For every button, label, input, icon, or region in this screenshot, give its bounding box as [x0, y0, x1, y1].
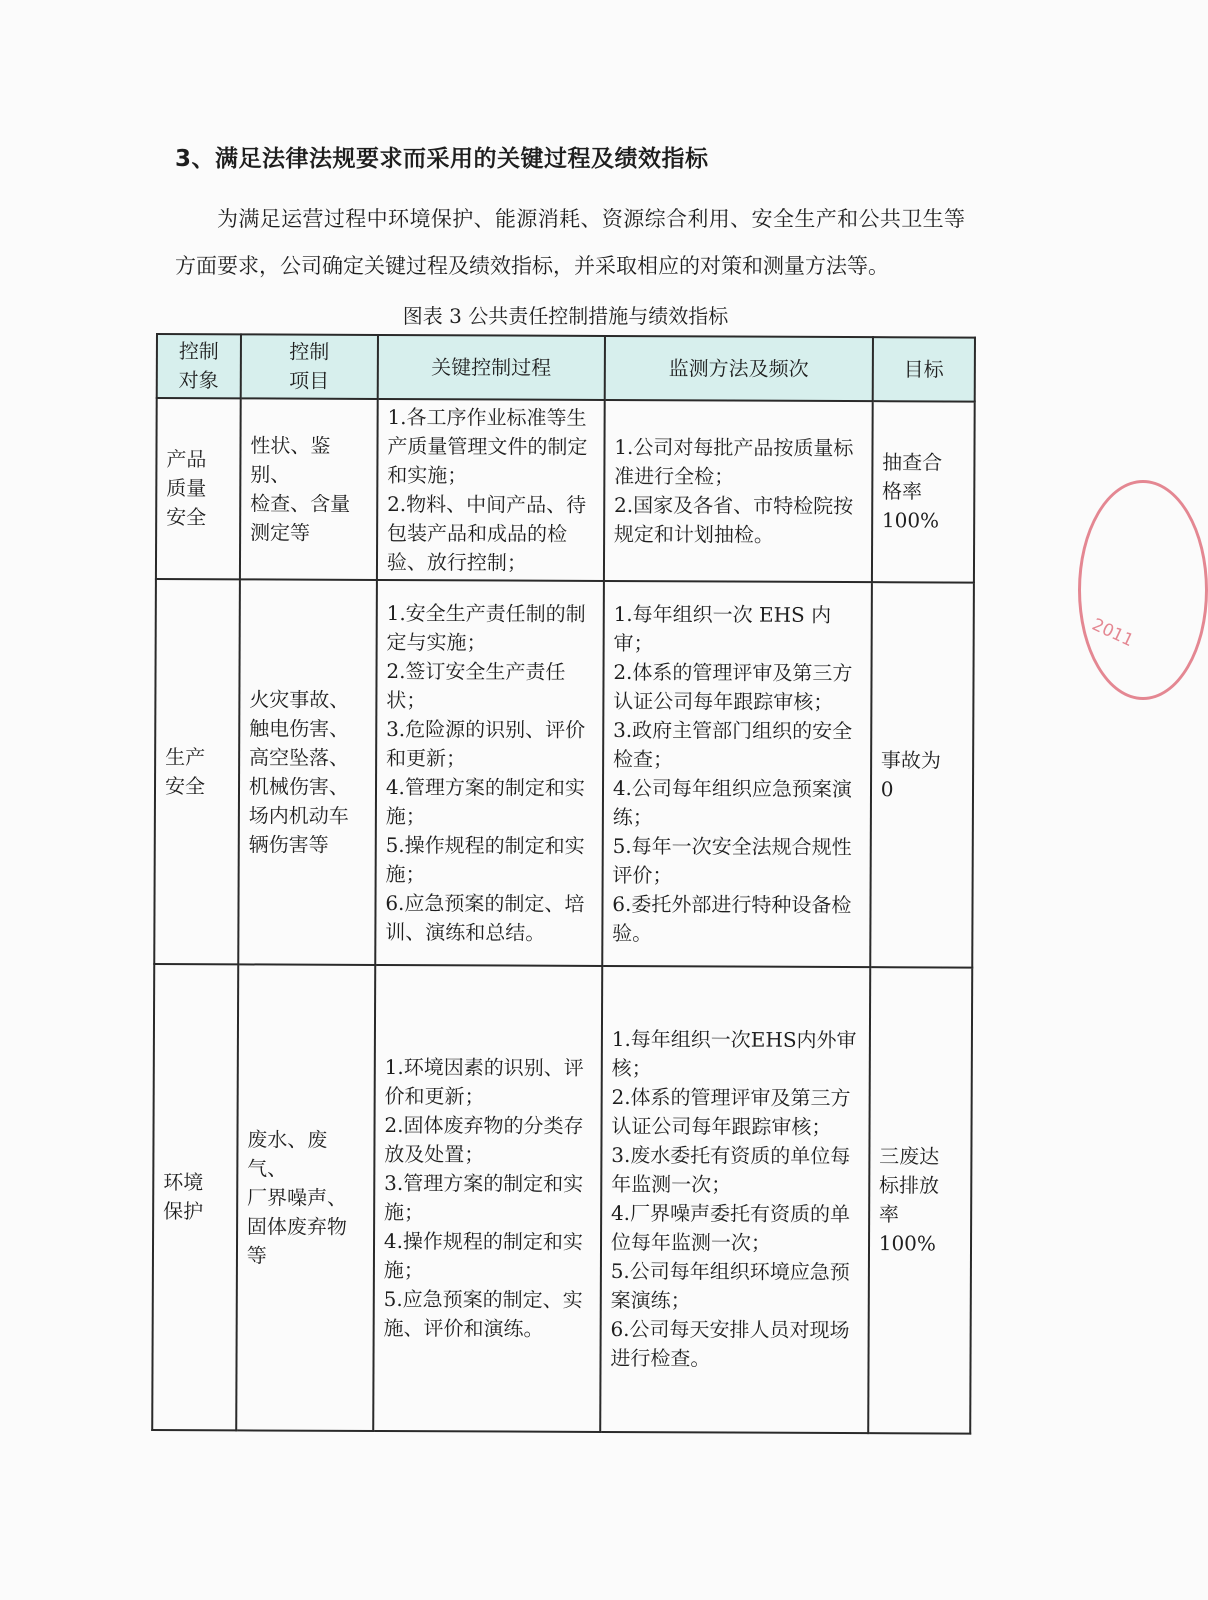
- responsibility-table: [151, 333, 976, 1435]
- process-step: 1.各工序作业标准等生产质量管理文件的制定和实施；: [387, 404, 588, 488]
- process-step: 1.环境因素的识别、评价和更新；: [384, 1055, 584, 1109]
- intro-paragraph: 为满足运营过程中环境保护、能源消耗、资源综合利用、安全生产和公共卫生等方面要求，公司确定关键过程及绩效指标，并采取相应的对策和测量方法等。: [175, 207, 965, 278]
- header-target: 目标: [872, 337, 975, 401]
- monitoring-step: 1.每年组织一次 EHS 内审；: [613, 601, 832, 656]
- monitoring-step: 2.体系的管理评审及第三方认证公司每年跟踪审核；: [613, 659, 853, 714]
- cell-monitoring: [600, 966, 870, 1433]
- process-step: 4.操作规程的制定和实施；: [383, 1229, 584, 1283]
- cell-key-process: [375, 580, 604, 966]
- cell-monitoring: [604, 400, 873, 583]
- table-row: [152, 964, 972, 1433]
- cell-control-items: 废水、废气、 厂界噪声、 固体废弃物 等: [236, 965, 375, 1431]
- stamp-text: 2011: [1088, 614, 1137, 652]
- monitoring-step: 5.每年一次安全法规合规性评价；: [612, 833, 852, 888]
- header-key-process: 关键控制过程: [378, 335, 605, 400]
- table-header-row: [157, 334, 975, 402]
- monitoring-step: 5.公司每年组织环境应急预案演练；: [610, 1259, 850, 1313]
- cell-control-object: 环境 保护: [152, 964, 238, 1430]
- table-row: [156, 398, 975, 583]
- process-step: 4.管理方案的制定和实施；: [385, 774, 586, 829]
- monitoring-step: 6.公司每天安排人员对现场进行检查。: [610, 1317, 850, 1371]
- header-control-items: 控制 项目: [241, 334, 378, 399]
- cell-control-object: 生产 安全: [154, 579, 240, 964]
- monitoring-step: 2.体系的管理评审及第三方认证公司每年跟踪审核；: [611, 1085, 851, 1140]
- cell-target: 抽查合 格率 100%: [872, 401, 975, 583]
- process-step: 3.危险源的识别、评价和更新；: [385, 716, 586, 771]
- table-row: [154, 579, 974, 968]
- cell-key-process: [373, 965, 602, 1432]
- header-control-object: 控制 对象: [157, 334, 241, 398]
- process-step: 2.物料、中间产品、待包装产品和成品的检验、放行控制；: [386, 491, 587, 575]
- process-step: 2.签订安全生产责任状；: [386, 658, 566, 713]
- process-step: 3.管理方案的制定和实施；: [383, 1171, 584, 1225]
- monitoring-step: 1.每年组织一次EHS内外审核；: [611, 1027, 857, 1081]
- cell-control-object: 产品 质量 安全: [156, 398, 241, 580]
- monitoring-step: 2.国家及各省、市特检院按规定和计划抽检。: [613, 492, 854, 547]
- monitoring-step: 6.委托外部进行特种设备检验。: [612, 891, 852, 946]
- cell-key-process: [377, 399, 605, 581]
- monitoring-step: 3.废水委托有资质的单位每年监测一次；: [611, 1143, 851, 1197]
- cell-control-items: 性状、鉴别、 检查、含量 测定等: [240, 398, 378, 580]
- monitoring-step: 4.厂界噪声委托有资质的单位每年监测一次；: [610, 1201, 851, 1255]
- cell-monitoring: [602, 581, 872, 967]
- monitoring-step: 4.公司每年组织应急预案演练；: [612, 775, 852, 830]
- red-seal-stamp: [1078, 480, 1208, 700]
- process-step: 5.应急预案的制定、实施、评价和演练。: [383, 1287, 583, 1341]
- process-step: 2.固体废弃物的分类存放及处置；: [384, 1113, 584, 1167]
- process-step: 6.应急预案的制定、培训、演练和总结。: [385, 890, 585, 945]
- header-monitoring: 监测方法及频次: [605, 336, 873, 401]
- process-step: 1.安全生产责任制的制定与实施；: [386, 600, 586, 655]
- cell-target: 三废达 标排放 率 100%: [868, 968, 972, 1434]
- process-step: 5.操作规程的制定和实施；: [385, 832, 585, 887]
- monitoring-step: 1.公司对每批产品按质量标准进行全检；: [614, 434, 854, 489]
- section-heading: 3、满足法律法规要求而采用的关键过程及绩效指标: [175, 146, 709, 172]
- monitoring-step: 3.政府主管部门组织的安全检查；: [612, 717, 853, 772]
- cell-target: 事故为 0: [870, 583, 974, 968]
- table-caption: 图表 3 公共责任控制措施与绩效指标: [402, 304, 729, 328]
- cell-control-items: 火灾事故、 触电伤害、 高空坠落、 机械伤害、 场内机动车 辆伤害等: [238, 580, 377, 966]
